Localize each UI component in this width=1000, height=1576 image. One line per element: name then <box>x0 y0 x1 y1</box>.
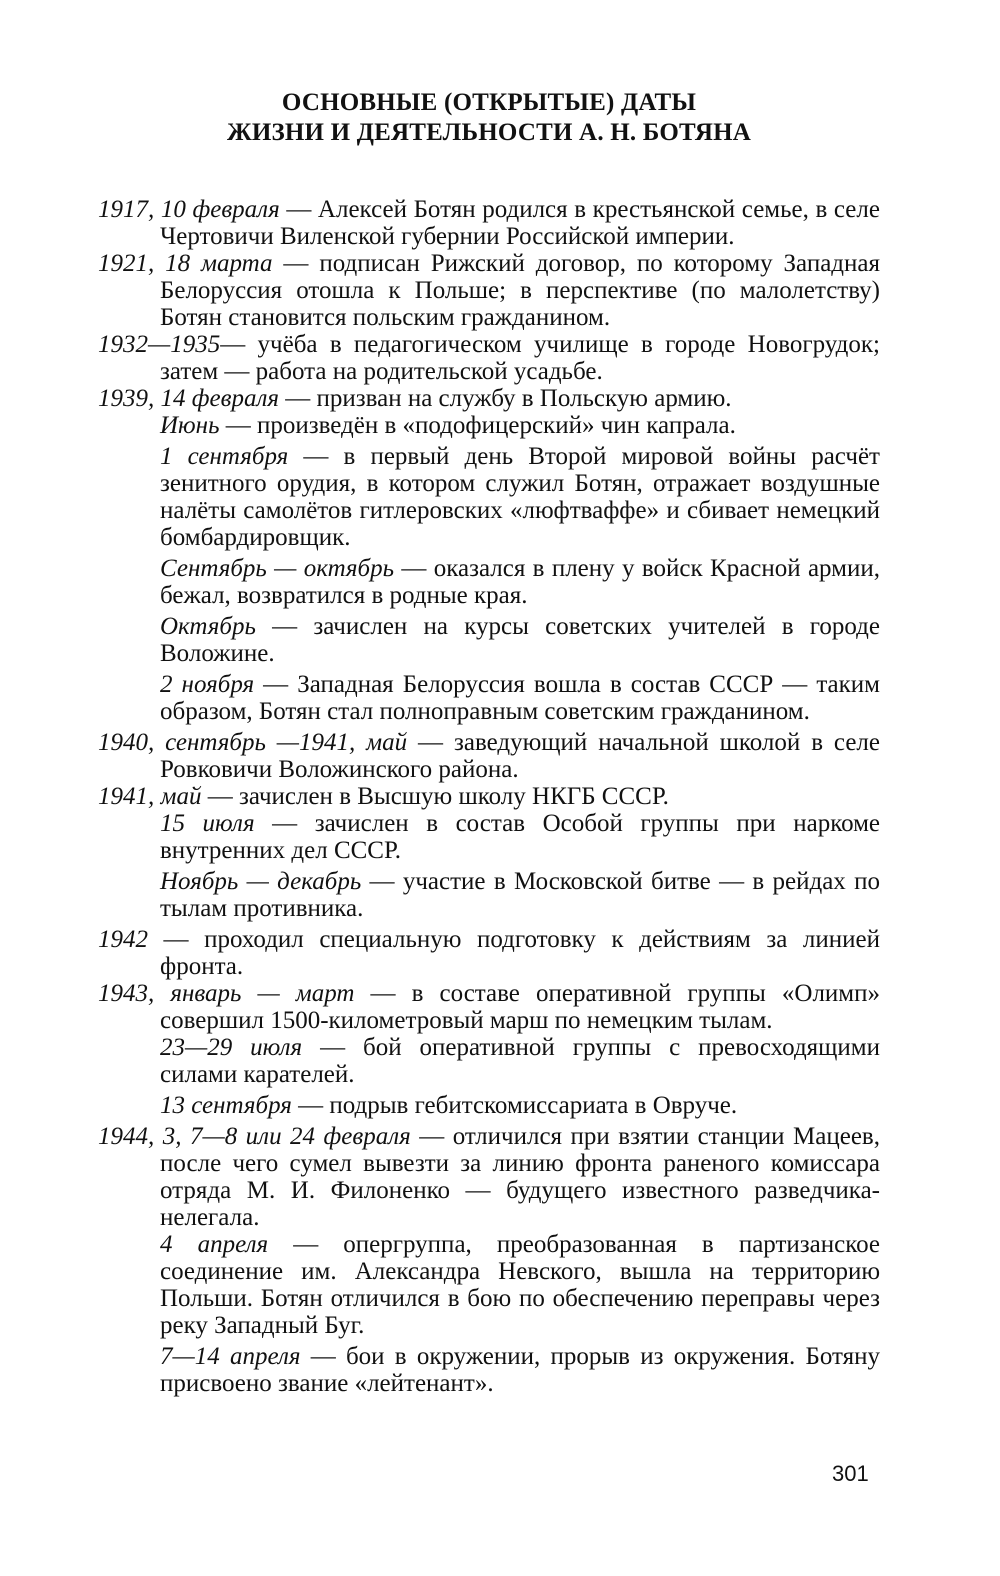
subentry-1943-sep13 <box>98 1092 880 1119</box>
subentry-1943-jul <box>98 1034 880 1088</box>
entry-text: — Алексей Ботян родился в крестьянской семье, в селе Чертовичи Виленской губернии Российской империи. <box>160 196 880 250</box>
entry-1942 <box>98 926 880 980</box>
entry-1944 <box>98 1123 880 1231</box>
entry-text: — оказался в плену у войск Красной армии, бежал, возвратился в родные края. <box>160 555 880 609</box>
entry-date: 4 апреля <box>160 1231 269 1258</box>
entry-1943 <box>98 980 880 1034</box>
subentry-1939-sep-oct <box>98 555 880 609</box>
entry-text: — отличился при взятии станции Мацеев, после чего сумел вывезти за линию фронта раненого комиссара отряда М. И. Филоненко — будущего известного разведчика-нелегала. <box>160 1123 880 1231</box>
entry-text: — зачислен в состав Особой группы при наркоме внутренних дел СССР. <box>160 810 881 864</box>
entry-date: 1932—1935 <box>98 331 221 358</box>
page-title <box>98 88 880 148</box>
entry-date: Сентябрь — октябрь <box>160 555 394 582</box>
entry-text: — призван на службу в Польскую армию. <box>278 385 732 412</box>
entry-text: — Западная Белоруссия вошла в состав СССР — таким образом, Ботян стал полноправным советским гражданином. <box>160 671 880 725</box>
entry-date: 15 июля <box>160 810 255 837</box>
entry-text: — подрыв гебитскомиссариата в Овруче. <box>291 1092 738 1119</box>
entry-date: 1917, 10 февраля <box>98 196 280 223</box>
entry-date: 1944, 3, 7—8 или 24 февраля <box>98 1123 411 1150</box>
entry-text: — в первый день Второй мировой войны расчёт зенитного орудия, в котором служил Ботян, отражает воздушные налёты самолётов гитлеровских «люфтваффе» и сбивает немецкий бомбардировщик. <box>160 443 880 551</box>
subentry-1941-jul15 <box>98 810 880 864</box>
entry-text: — опергруппа, преобразованная в партизанское соединение им. Александра Невского, вышла на территорию Польши. Ботян отличился в бою по обеспечению переправы через реку Западный Буг. <box>160 1231 880 1339</box>
entry-date: 13 сентября <box>160 1092 292 1119</box>
entry-text: — заведующий начальной школой в селе Ровковичи Воложинского района. <box>160 729 880 783</box>
entry-1917 <box>98 196 880 250</box>
entry-1940 <box>98 729 880 783</box>
entry-date: Октябрь <box>160 613 256 640</box>
entry-date: 1921, 18 марта <box>98 250 273 277</box>
title-line-2: ЖИЗНИ И ДЕЯТЕЛЬНОСТИ А. Н. БОТЯНА <box>226 119 752 146</box>
title-line-1: ОСНОВНЫЕ (ОТКРЫТЫЕ) ДАТЫ <box>281 89 697 116</box>
page-number: 301 <box>832 1461 869 1486</box>
chronology-list <box>98 196 880 1397</box>
subentry-1939-june <box>98 412 880 439</box>
entry-text: — произведён в «подофицерский» чин капрала. <box>219 412 736 439</box>
entry-text: — подписан Рижский договор, по которому Западная Белоруссия отошла к Польше; в перспективе (по малолетству) Ботян становится польским гражданином. <box>160 250 880 331</box>
subentry-1939-sep1 <box>98 443 880 551</box>
entry-date: 1939, 14 февраля <box>98 385 279 412</box>
entry-1941 <box>98 783 880 810</box>
entry-date: 1943, январь — март <box>98 980 355 1007</box>
entry-date: Ноябрь — декабрь <box>160 868 362 895</box>
entry-date: 23—29 июля <box>160 1034 303 1061</box>
subentry-1944-apr7-14 <box>98 1343 880 1397</box>
entry-date: Июнь <box>160 412 220 439</box>
entry-text: — учёба в педагогическом училище в городе Новогрудок; затем — работа на родительской усадьбе. <box>160 331 880 385</box>
subentry-1944-apr4 <box>98 1231 880 1339</box>
entry-1921 <box>98 250 880 331</box>
entry-date: 7—14 апреля <box>160 1343 301 1370</box>
entry-text: — проходил специальную подготовку к действиям за линией фронта. <box>148 926 880 980</box>
page-body <box>98 88 880 1401</box>
entry-1939 <box>98 385 880 412</box>
subentry-1939-oct <box>98 613 880 667</box>
entry-1932 <box>98 331 880 385</box>
entry-text: — в составе оперативной группы «Олимп» совершил 1500-километровый марш по немецким тылам. <box>160 980 880 1034</box>
entry-date: 2 ноября <box>160 671 255 698</box>
entry-date: 1942 <box>98 926 148 953</box>
entry-text: — бой оперативной группы с превосходящими силами карателей. <box>160 1034 880 1088</box>
subentry-1939-nov2 <box>98 671 880 725</box>
subentry-1941-nov-dec <box>98 868 880 922</box>
entry-date: 1940, сентябрь —1941, май <box>98 729 408 756</box>
entry-text: — бои в окружении, прорыв из окружения. Ботяну присвоено звание «лейтенант». <box>160 1343 880 1397</box>
entry-date: 1941, май <box>98 783 202 810</box>
entry-text: — зачислен на курсы советских учителей в городе Воложине. <box>160 613 880 667</box>
entry-date: 1 сентября <box>160 443 289 470</box>
entry-text: — участие в Московской битве — в рейдах по тылам противника. <box>160 868 880 922</box>
entry-text: — зачислен в Высшую школу НКГБ СССР. <box>201 783 669 810</box>
